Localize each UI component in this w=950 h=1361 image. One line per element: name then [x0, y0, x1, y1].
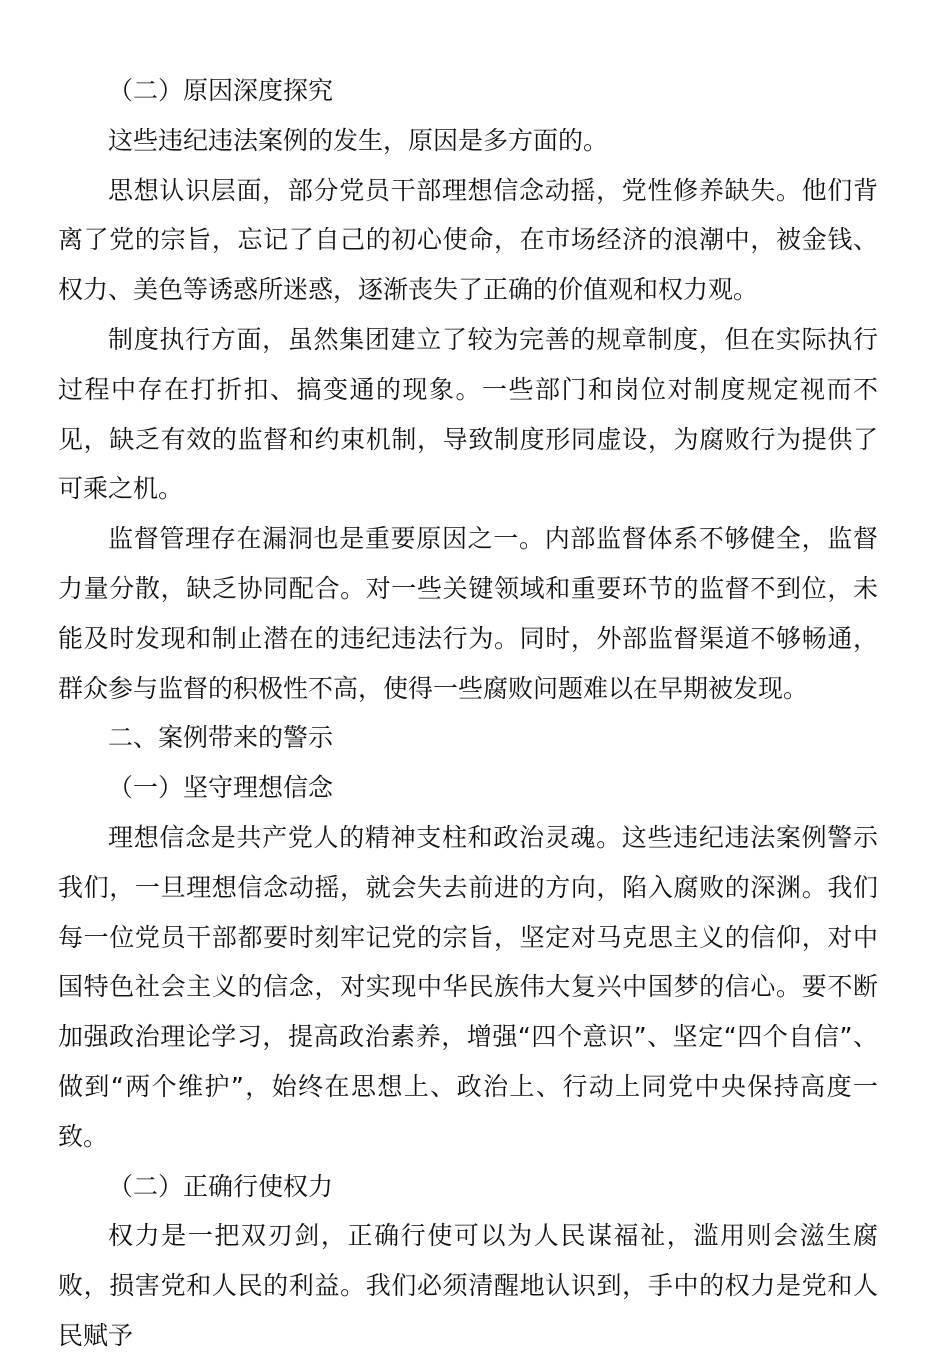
section-heading-reason: （二）原因深度探究 — [108, 76, 334, 105]
paragraph-ideology: 思想认识层面，部分党员干部理想信念动摇，党性修养缺失。他们背离了党的宗旨，忘记了自己的初心使命，在市场经济的浪潮中，被金钱、权力、美色等诱惑所迷惑，逐渐丧失了正确的价值观和权力观。 — [58, 175, 878, 305]
document-page — [58, 66, 878, 1361]
paragraph-causes-intro: 这些违纪违法案例的发生，原因是多方面的。 — [108, 125, 609, 155]
paragraph-supervision: 监督管理存在漏洞也是重要原因之一。内部监督体系不够健全，监督力量分散，缺乏协同配合。对一些关键领域和重要环节的监督不到位，未能及时发现和制止潜在的违纪违法行为。同时，外部监督渠道不够畅通，群众参与监督的积极性不高，使得一些腐败问题难以在早期被发现。 — [58, 524, 878, 703]
paragraph-system-execution: 制度执行方面，虽然集团建立了较为完善的规章制度，但在实际执行过程中存在打折扣、搞变通的现象。一些部门和岗位对制度规定视而不见，缺乏有效的监督和约束机制，导致制度形同虚设，为腐败行为提供了可乘之机。 — [58, 324, 878, 504]
sub-heading-ideals: （一）坚守理想信念 — [108, 773, 334, 803]
sub-heading-power: （二）正确行使权力 — [108, 1171, 334, 1201]
part-two-heading: 二、案例带来的警示 — [108, 723, 334, 753]
paragraph-power: 权力是一把双刃剑，正确行使可以为人民谋福祉，滥用则会滋生腐败，损害党和人民的利益。我们必须清醒地认识到，手中的权力是党和人民赋予 — [58, 1221, 878, 1350]
paragraph-ideals: 理想信念是共产党人的精神支柱和政治灵魂。这些违纪违法案例警示我们，一旦理想信念动摇，就会失去前进的方向，陷入腐败的深渊。我们每一位党员干部都要时刻牢记党的宗旨，坚定对马克思主义的信仰，对中国特色社会主义的信念，对实现中华民族伟大复兴中国梦的信心。要不断加强政治理论学习，提高政治素养，增强“四个意识”、坚定“四个自信”、做到“两个维护”，始终在思想上、政治上、行动上同党中央保持高度一致。 — [58, 822, 878, 1151]
